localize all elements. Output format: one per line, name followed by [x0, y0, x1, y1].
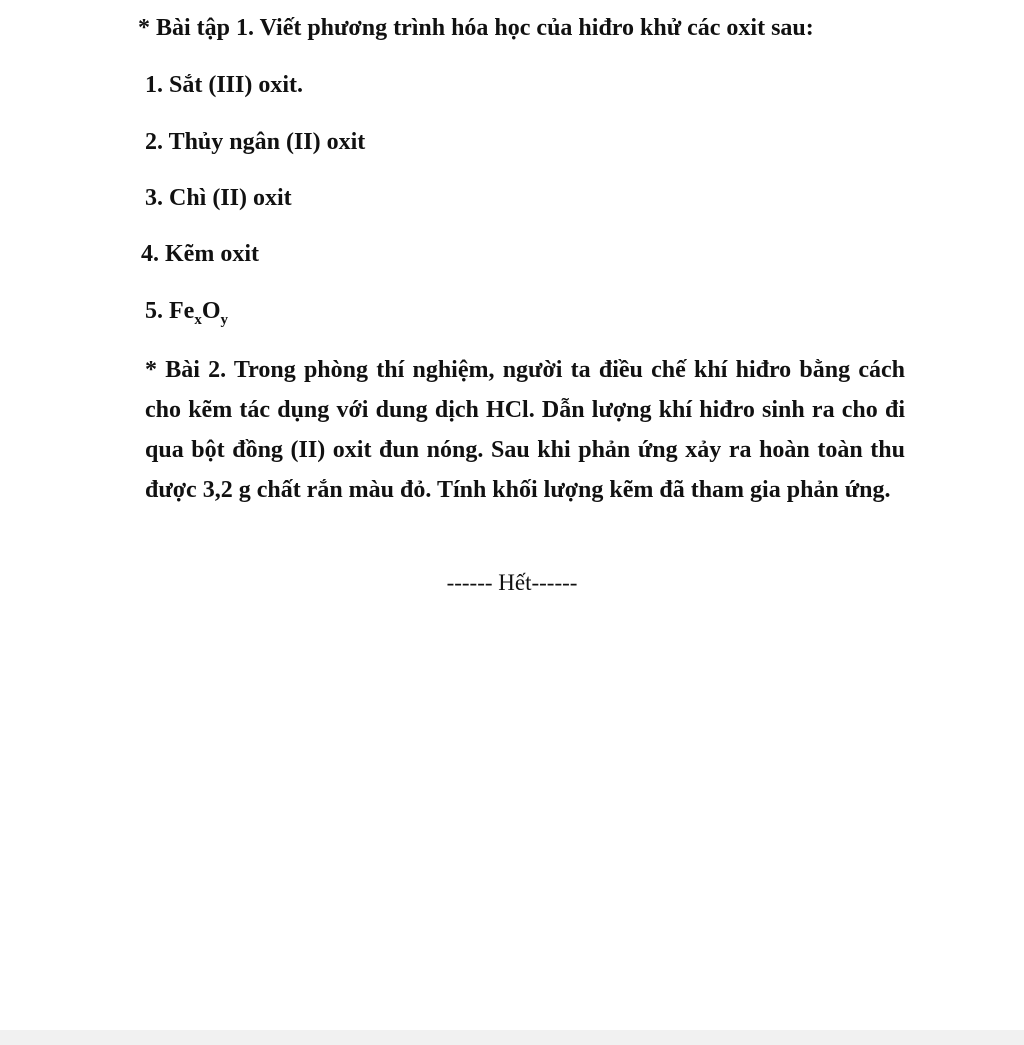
subscript-y: y — [220, 312, 228, 328]
exercise-1-item: 2. Thủy ngân (II) oxit — [145, 129, 366, 155]
exercise-1-item: 1. Sắt (III) oxit. — [145, 72, 304, 98]
bottom-scroll-strip — [0, 1030, 1024, 1045]
exercise-1-item-formula — [145, 297, 228, 328]
end-marker: ------ Hết------ — [446, 570, 578, 595]
exercise-1-item: 3. Chì (II) oxit — [145, 185, 292, 211]
formula-prefix: 5. Fe — [145, 298, 195, 324]
subscript-x: x — [194, 312, 202, 328]
exercise-1-title: * Bài tập 1. Viết phương trình hóa học của hiđro khử các oxit sau: — [138, 15, 814, 41]
exercise-1-item: 4. Kẽm oxit — [141, 241, 259, 267]
exercise-2-paragraph: * Bài 2. Trong phòng thí nghiệm, người ta điều chế khí hiđro bằng cách cho kẽm tác dụng với dung dịch HCl. Dẫn lượng khí hiđro sinh ra cho đi qua bột đồng (II) oxit đun nóng. Sau khi phản ứng xảy ra hoàn toàn thu được 3,2 g chất rắn màu đỏ. Tính khối lượng kẽm đã tham gia phản ứng. — [145, 357, 905, 503]
formula-oxygen: O — [201, 298, 221, 324]
